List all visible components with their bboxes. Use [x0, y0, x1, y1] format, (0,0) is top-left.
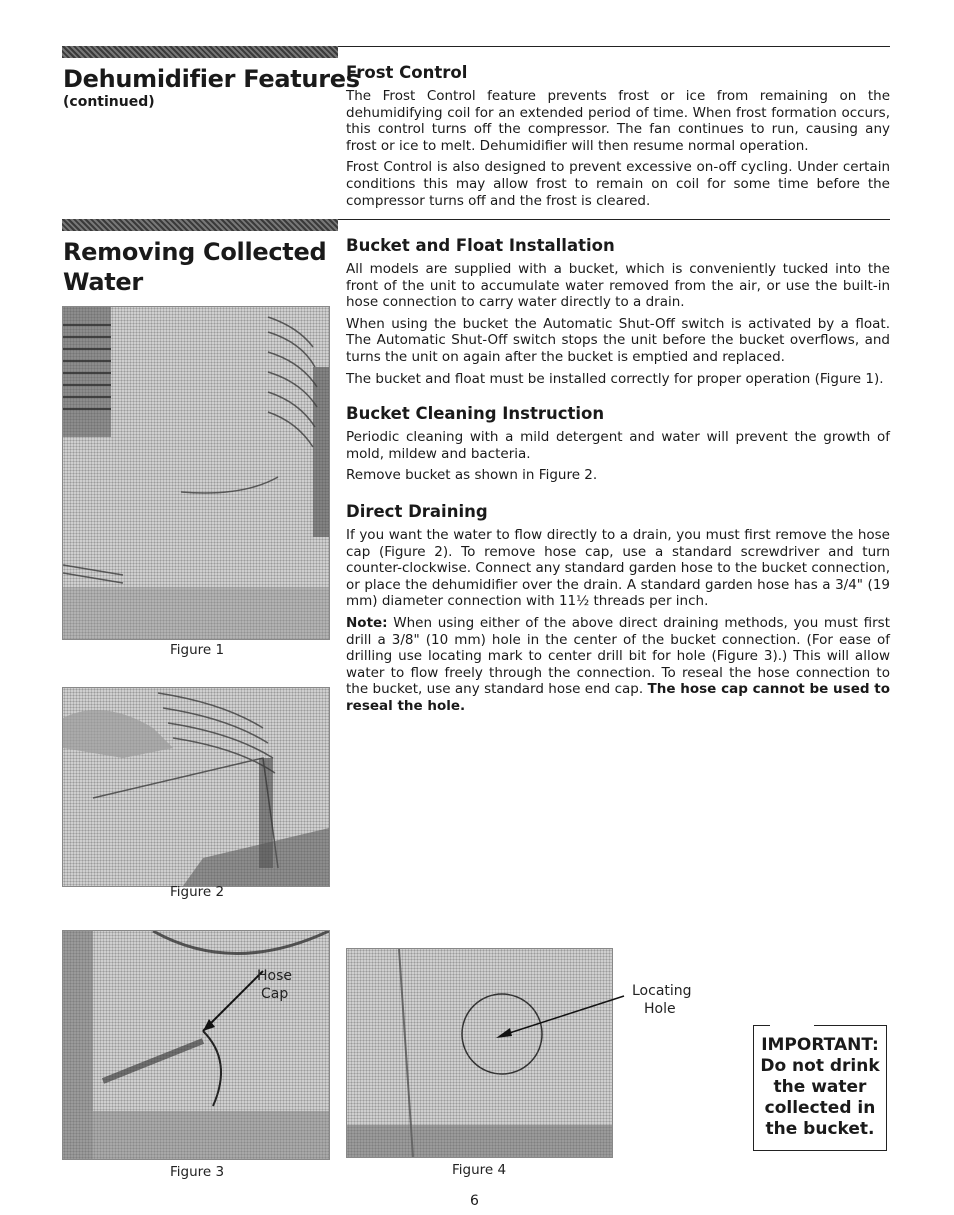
note-text: When using either of the above direct draining methods, you must first drill a 3/8" (10 mm) hole in the center of the bucket connection. (For ease of drilling use locating mark to center drill bit for hole (Figure 3).) This will allow water to flow freely through the connection. To reseal the hose connection to the bucket, use any standard hose end cap.: [346, 614, 890, 698]
hose-cap-callout: [257, 967, 292, 1003]
locating-hole-leader-line: [492, 986, 632, 1046]
bucket-float-paragraph-1: All models are supplied with a bucket, which is conveniently tucked into the front of the unit to accumulate water removed from the air, or use the built-in hose connection to carry water directly to a drain.: [346, 261, 890, 311]
locating-hole-callout: [632, 982, 692, 1018]
figure-3-caption: Figure 3: [170, 1164, 225, 1180]
figure-4-illustration: [347, 949, 612, 1157]
bucket-cleaning-paragraph-2: Remove bucket as shown in Figure 2.: [346, 467, 598, 484]
frost-control-paragraph-1: The Frost Control feature prevents frost or ice from remaining on the dehumidifying coil for an extended period of time. When frost formation occurs, this control turns off the compressor. The fan continues to run, causing any frost or ice to melt. Dehumidifier will then resume normal operation.: [346, 88, 890, 154]
bucket-float-heading: Bucket and Float Installation: [346, 236, 615, 255]
figure-1-photo: [62, 306, 330, 640]
bucket-float-paragraph-2: When using the bucket the Automatic Shut-Off switch is activated by a float. The Automatic Shut-Off switch stops the unit before the bucket overflows, and turns the unit on again after the bucket is emptied and replaced.: [346, 315, 890, 365]
direct-draining-paragraph: If you want the water to flow directly to a drain, you must first remove the hose cap (Figure 2). To remove hose cap, use a standard screwdriver and turn counter-clockwise. Connect any standard garden hose to the bucket connection, or place the dehumidifier over the drain. A standard garden hose has a 3/4" (19 mm) diameter connection with 11½ threads per inch.: [346, 526, 890, 610]
figure-1-illustration: [63, 307, 329, 639]
section-rule-line-1: [338, 46, 890, 47]
section-rule-bar-1: [62, 46, 338, 58]
section-rule-line-2: [338, 219, 890, 220]
locating-hole-callout-line2: Hole: [644, 1001, 676, 1017]
hose-cap-callout-line1: Hose: [257, 968, 292, 984]
section-rule-bar-2: [62, 219, 338, 231]
figure-4-photo: [346, 948, 613, 1158]
important-line-3: the water: [773, 1077, 867, 1097]
figure-2-photo: [62, 687, 330, 887]
section-title-removing-line2: Water: [63, 268, 143, 296]
note-bold-warning: The hose cap cannot be used to reseal the hole.: [346, 681, 891, 714]
important-line-2: Do not drink: [760, 1056, 880, 1076]
figure-3-photo: [62, 930, 330, 1160]
important-line-5: the bucket.: [765, 1119, 875, 1139]
figure-4-caption: Figure 4: [452, 1162, 507, 1178]
hose-cap-callout-line2: Cap: [261, 986, 289, 1002]
direct-draining-heading: Direct Draining: [346, 501, 488, 521]
important-line-4: collected in: [764, 1098, 876, 1118]
bucket-float-paragraph-3: The bucket and float must be installed correctly for proper operation (Figure 1).: [346, 370, 884, 387]
section-title-removing-line1: Removing Collected: [63, 238, 327, 266]
removing-section-body: [346, 236, 890, 719]
frost-control-section: [346, 63, 890, 214]
important-box-top-gap: [770, 1024, 814, 1027]
figure-2-caption: Figure 2: [170, 884, 225, 900]
note-label: Note:: [346, 614, 388, 631]
figure-1-caption: Figure 1: [170, 642, 225, 658]
section-subtitle-continued: (continued): [63, 94, 155, 110]
bucket-cleaning-heading: Bucket Cleaning Instruction: [346, 404, 605, 424]
locating-hole-callout-line1: Locating: [632, 983, 692, 999]
important-warning-box: [753, 1025, 887, 1151]
page-number: 6: [470, 1193, 479, 1209]
frost-control-paragraph-2: Frost Control is also designed to prevent excessive on-off cycling. Under certain conditions this may allow frost to remain on coil for some time before the compressor turns off and the frost is cleared.: [346, 159, 890, 209]
frost-control-heading: Frost Control: [346, 63, 468, 82]
section-title-features: Dehumidifier Features: [63, 65, 360, 93]
figure-2-illustration: [63, 688, 329, 886]
important-line-1: IMPORTANT:: [761, 1035, 879, 1055]
direct-draining-note: [346, 615, 890, 715]
figure-3-illustration: [63, 931, 329, 1159]
bucket-cleaning-paragraph-1: Periodic cleaning with a mild detergent and water will prevent the growth of mold, mildew and bacteria.: [346, 429, 890, 462]
